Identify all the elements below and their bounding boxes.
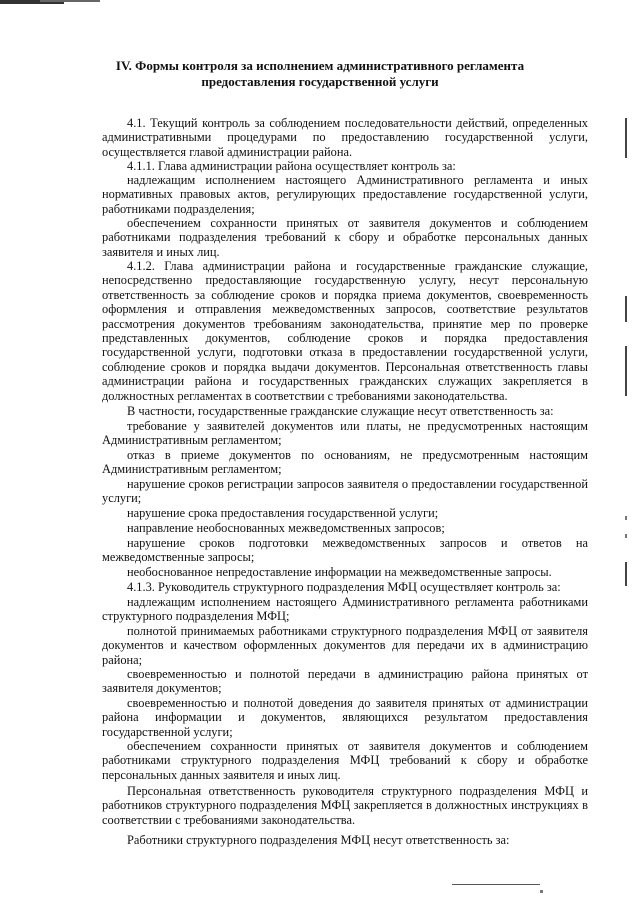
paragraph: нарушение сроков регистрации запросов заявителя о предоставлении государственной услуги; — [102, 477, 588, 506]
paragraph: 4.1.3. Руководитель структурного подразделения МФЦ осуществляет контроль за: — [127, 580, 561, 594]
paragraph: 4.1.2. Глава администрации района и государственные гражданские служащие, непосредственно предоставляющие государственную услугу, несут персональную ответственность за соблюдение сроков и порядка приема документов, своевременность оформления и отправления межведомственных запросов, соответствие результатов рассмотрения документов требованиям законодательства, принятие мер по проверке представленных документов, соблюдение сроков и порядка предоставления государственной услуги, подготовки отказа в предоставлении государственной услуги, соблюдение сроков и порядка выдачи документов. Персональная ответственность главы администрации района и государственных гражданских служащих закрепляется в должностных регламентах в соответствии с требованиями законодательства. — [102, 259, 588, 403]
paragraph: Персональная ответственность руководителя структурного подразделения МФЦ и работников структурного подразделения МФЦ закрепляется в должностных инструкциях в соответствии с требованиями законодательства. — [102, 784, 588, 827]
paragraph: необоснованное непредоставление информации на межведомственные запросы. — [127, 565, 552, 579]
section-title-line-2: предоставления государственной услуги — [201, 74, 439, 89]
paragraph: своевременностью и полнотой передачи в администрацию района принятых от заявителя документов; — [102, 667, 588, 696]
scan-edge-mark — [625, 534, 627, 538]
paragraph: нарушение срока предоставления государственной услуги; — [127, 506, 439, 520]
paragraph: обеспечением сохранности принятых от заявителя документов и соблюдением работниками структурного подразделения МФЦ требований к сбору и обработке персональных данных заявителя и иных лиц. — [102, 739, 588, 782]
paragraph: обеспечением сохранности принятых от заявителя документов и соблюдением работниками подразделения требований к сбору и обработке персональных данных заявителя и иных лиц. — [102, 216, 588, 259]
scan-edge-mark — [625, 346, 627, 396]
scan-mark — [40, 0, 100, 2]
paragraph: нарушение сроков подготовки межведомственных запросов и ответов на межведомственные запросы; — [102, 536, 588, 565]
paragraph: надлежащим исполнением настоящего Административного регламента работниками структурного подразделения МФЦ; — [102, 595, 588, 624]
paragraph: своевременностью и полнотой доведения до заявителя принятых от администрации района информации и документов, являющихся результатом предоставления государственной услуги; — [102, 696, 588, 739]
paragraph: направление необоснованных межведомственных запросов; — [127, 521, 445, 535]
paragraph: Работники структурного подразделения МФЦ несут ответственность за: — [127, 833, 510, 847]
scan-edge-mark — [625, 516, 627, 520]
scan-mark — [540, 890, 543, 893]
paragraph: надлежащим исполнением настоящего Административного регламента и иных нормативных правовых актов, регулирующих предоставление государственной услуги, работниками подразделения; — [102, 173, 588, 216]
scan-edge-mark — [625, 296, 627, 322]
paragraph: отказ в приеме документов по основаниям, не предусмотренным настоящим Административным регламентом; — [102, 448, 588, 477]
scan-edge-mark — [625, 118, 627, 158]
scan-footer-line — [452, 884, 540, 885]
paragraph: 4.1. Текущий контроль за соблюдением последовательности действий, определенных административными процедурами по предоставлению государственной услуги, осуществляется главой администрации района. — [102, 116, 588, 159]
section-title-line-1: IV. Формы контроля за исполнением административного регламента — [115, 58, 525, 73]
scan-edge-mark — [625, 562, 627, 586]
paragraph: требование у заявителей документов или платы, не предусмотренных настоящим Административным регламентом; — [102, 419, 588, 448]
paragraph: полнотой принимаемых работниками структурного подразделения МФЦ от заявителя документов и качеством оформленных документов для передачи их в администрацию района; — [102, 624, 588, 667]
paragraph: В частности, государственные гражданские служащие несут ответственность за: — [127, 404, 554, 418]
paragraph: 4.1.1. Глава администрации района осуществляет контроль за: — [127, 159, 456, 173]
